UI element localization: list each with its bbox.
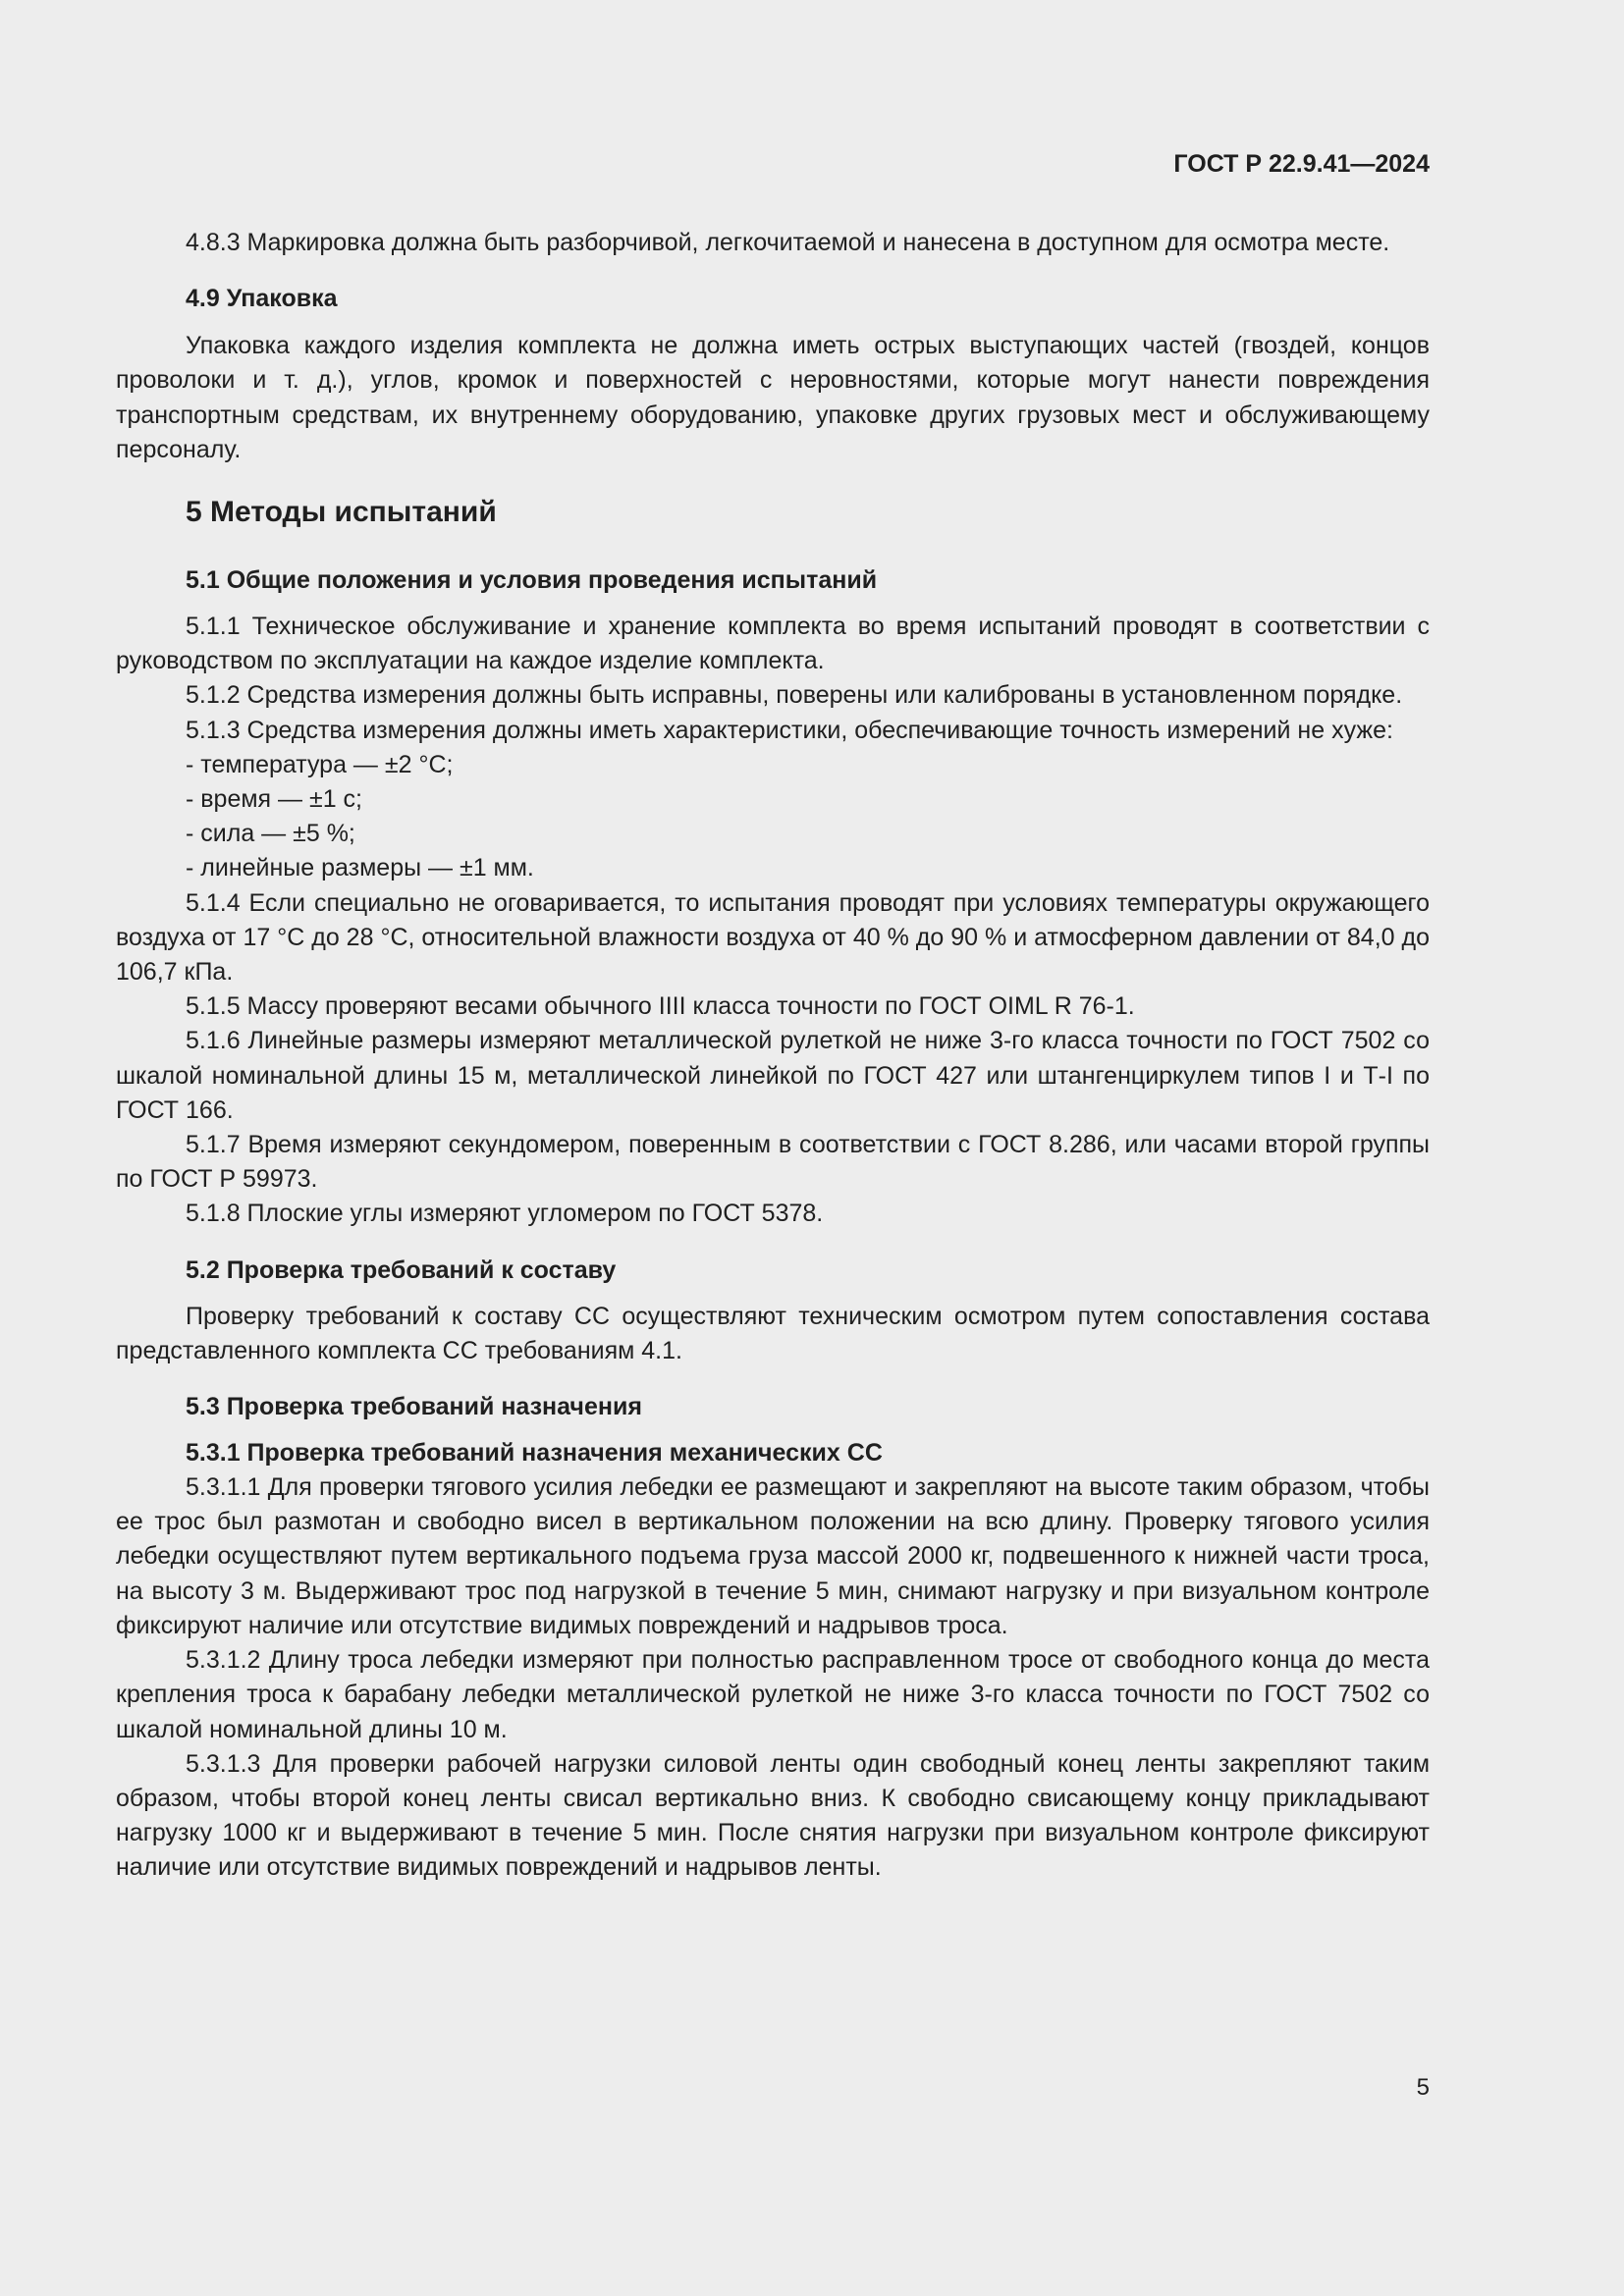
paragraph-5-1-4: 5.1.4 Если специально не оговаривается, то испытания проводят при условиях температуры окружающего воздуха от 17 °С до 28 °С, относительной влажности воздуха от 40 % до 90 % и атмосферном давлении от 84,0 до 106,7 кПа. (116, 888, 1430, 987)
document-body (116, 147, 1430, 1886)
list-item: - температура — ±2 °С; (186, 750, 454, 778)
paragraph-5-3-1-1: 5.3.1.1 Для проверки тягового усилия лебедки ее размещают и закрепляют на высоте таким образом, чтобы ее трос был размотан и свободно висел в вертикальном положении на всю длину. Проверку тягового усилия лебедки осуществляют путем вертикального подъема груза массой 2000 кг, подвешенного к нижней части троса, на высоту 3 м. Выдерживают трос под нагрузкой в течение 5 мин, снимают нагрузку и при визуальном контроле фиксируют наличие или отсутствие видимых повреждений и надрывов троса. (116, 1473, 1430, 1639)
list-item: - сила — ±5 %; (186, 820, 355, 848)
section-heading-5-2: 5.2 Проверка требований к составу (186, 1255, 617, 1284)
paragraph-5-1-6: 5.1.6 Линейные размеры измеряют металлической рулеткой не ниже 3-го класса точности по ГОСТ 7502 со шкалой номинальной длины 15 м, металлической линейкой по ГОСТ 427 или штангенциркулем типов I и Т-I по ГОСТ 166. (116, 1027, 1430, 1124)
paragraph-5-1-3: 5.1.3 Средства измерения должны иметь характеристики, обеспечивающие точность измерений не хуже: (186, 716, 1393, 744)
section-heading-5-1: 5.1 Общие положения и условия проведения испытаний (186, 566, 878, 595)
paragraph-4-8-3: 4.8.3 Маркировка должна быть разборчивой, легкочитаемой и нанесена в доступном для осмотра месте. (186, 229, 1390, 256)
page-number: 5 (1416, 2074, 1430, 2101)
paragraph-5-1-1: 5.1.1 Техническое обслуживание и хранение комплекта во время испытаний проводят в соответствии с руководством по эксплуатации на каждое изделие комплекта. (116, 613, 1430, 675)
paragraph-5-1-2: 5.1.2 Средства измерения должны быть исправны, поверены или калиброваны в установленном порядке. (186, 681, 1403, 710)
section-heading-5-3-1: 5.3.1 Проверка требований назначения механических СС (186, 1439, 883, 1468)
paragraph-5-1-5: 5.1.5 Массу проверяют весами обычного IIII класса точности по ГОСТ OIML R 76-1. (186, 992, 1135, 1021)
paragraph-5-3-1-2: 5.3.1.2 Длину троса лебедки измеряют при полностью расправленном тросе от свободного конца до места крепления троса к барабану лебедки металлической рулеткой не ниже 3-го класса точности по ГОСТ 7502 со шкалой номинальной длины 10 м. (116, 1646, 1430, 1743)
paragraph-5-2: Проверку требований к составу СС осуществляют техническим осмотром путем сопоставления состава представленного комплекта СС требованиям 4.1. (116, 1302, 1430, 1364)
section-heading-5: 5 Методы испытаний (186, 496, 497, 529)
list-item: - линейные размеры — ±1 мм. (186, 854, 534, 882)
section-heading-4-9: 4.9 Упаковка (186, 285, 338, 313)
paragraph-4-9: Упаковка каждого изделия комплекта не должна иметь острых выступающих частей (гвоздей, концов проволоки и т. д.), углов, кромок и поверхностей с неровностями, которые могут нанести повреждения транспортным средствам, их внутреннему оборудованию, упаковке других грузовых мест и обслуживающему персоналу. (116, 332, 1430, 463)
section-heading-5-3: 5.3 Проверка требований назначения (186, 1393, 642, 1421)
list-item: - время — ±1 с; (186, 785, 362, 814)
paragraph-5-3-1-3: 5.3.1.3 Для проверки рабочей нагрузки силовой ленты один свободный конец ленты закрепляют таким образом, чтобы второй конец ленты свисал вертикально вниз. К свободно свисающему концу прикладывают нагрузку 1000 кг и выдерживают в течение 5 мин. После снятия нагрузки при визуальном контроле фиксируют наличие или отсутствие видимых повреждений и надрывов ленты. (116, 1749, 1430, 1882)
document-header-id: ГОСТ Р 22.9.41—2024 (1173, 150, 1430, 178)
paragraph-5-1-8: 5.1.8 Плоские углы измеряют угломером по ГОСТ 5378. (186, 1200, 824, 1228)
paragraph-5-1-7: 5.1.7 Время измеряют секундомером, поверенным в соответствии с ГОСТ 8.286, или часами второй группы по ГОСТ Р 59973. (116, 1131, 1430, 1194)
